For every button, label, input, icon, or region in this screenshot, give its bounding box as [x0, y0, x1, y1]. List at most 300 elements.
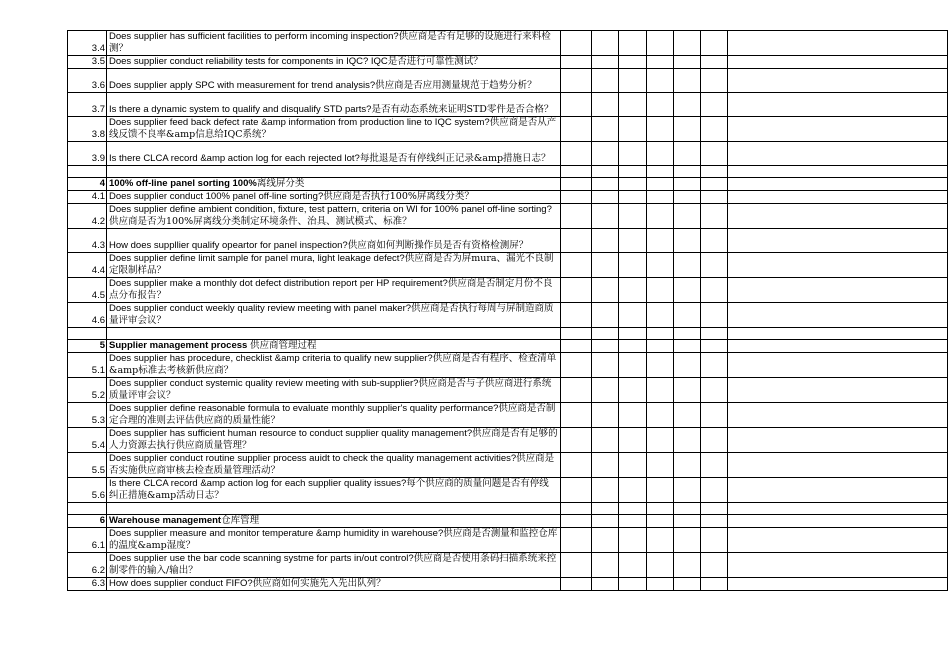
- score-cell[interactable]: [701, 191, 728, 204]
- score-cell[interactable]: [619, 56, 647, 69]
- score-cell[interactable]: [619, 229, 647, 253]
- item-number-cell: 4.3: [68, 229, 107, 253]
- section-header-row: [68, 178, 948, 191]
- score-cell[interactable]: [619, 478, 647, 503]
- score-cell[interactable]: [701, 478, 728, 503]
- score-cell[interactable]: [619, 166, 647, 178]
- question-cell: [107, 178, 561, 191]
- item-number-cell: 6.3: [68, 578, 107, 591]
- score-cell[interactable]: [647, 278, 674, 303]
- table-row: [68, 353, 948, 378]
- score-cell[interactable]: [701, 328, 728, 340]
- score-cell[interactable]: [619, 403, 647, 428]
- score-cell[interactable]: [728, 56, 948, 69]
- score-cell[interactable]: [561, 378, 592, 403]
- score-cell[interactable]: [701, 278, 728, 303]
- table-row: [68, 578, 948, 591]
- score-cell[interactable]: [619, 578, 647, 591]
- score-cell[interactable]: [592, 253, 619, 278]
- score-cell[interactable]: [674, 503, 701, 515]
- score-cell[interactable]: [647, 229, 674, 253]
- table-row: [68, 528, 948, 553]
- score-cell[interactable]: [647, 578, 674, 591]
- table-row: [68, 117, 948, 142]
- score-cell[interactable]: [647, 340, 674, 353]
- question-english: Supplier management process: [109, 340, 250, 351]
- question-cell: [107, 503, 561, 515]
- score-cell[interactable]: [674, 278, 701, 303]
- question-cell: [107, 166, 561, 178]
- item-number-cell: 5.1: [68, 353, 107, 378]
- score-cell[interactable]: [674, 229, 701, 253]
- item-number-cell: [68, 503, 107, 515]
- score-cell[interactable]: [701, 453, 728, 478]
- score-cell[interactable]: [701, 93, 728, 117]
- question-chinese: 供应商是否为屏mura、漏光不良制定限制样品？: [109, 253, 554, 276]
- question-chinese: 供应商是否从产线反馈不良率&amp信息给IQC系统？: [109, 117, 557, 140]
- score-cell[interactable]: [728, 69, 948, 93]
- score-cell[interactable]: [728, 340, 948, 353]
- score-cell[interactable]: [647, 478, 674, 503]
- item-number-cell: [68, 166, 107, 178]
- item-number-cell: 3.7: [68, 93, 107, 117]
- table-row: [68, 553, 948, 578]
- score-cell[interactable]: [647, 253, 674, 278]
- table-row: [68, 278, 948, 303]
- score-cell[interactable]: [701, 31, 728, 56]
- score-cell[interactable]: [701, 378, 728, 403]
- question-english: Does supplier has sufficient facilities to perform incoming inspection?: [109, 31, 399, 42]
- score-cell[interactable]: [592, 578, 619, 591]
- question-chinese: 供应商是否执行100%屏离线分类？: [323, 191, 474, 202]
- question-chinese: 是否进行可靠性测试？: [387, 56, 483, 67]
- score-cell[interactable]: [728, 478, 948, 503]
- question-english: Does supplier conduct routine supplier process auidt to check the quality management activities?: [109, 453, 517, 464]
- question-chinese: 供应商是否有程序、检查清单&amp标准去考核新供应商？: [109, 353, 557, 376]
- score-cell[interactable]: [592, 93, 619, 117]
- score-cell[interactable]: [619, 253, 647, 278]
- question-english: Does supplier measure and monitor temperature &amp humidity in warehouse?: [109, 528, 444, 539]
- score-cell[interactable]: [592, 453, 619, 478]
- score-cell[interactable]: [619, 328, 647, 340]
- score-cell[interactable]: [728, 578, 948, 591]
- table-row: [68, 428, 948, 453]
- section-header-row: [68, 515, 948, 528]
- score-cell[interactable]: [728, 378, 948, 403]
- score-cell[interactable]: [647, 515, 674, 528]
- question-english: 100% off-line panel sorting 100%: [109, 178, 257, 189]
- score-cell[interactable]: [674, 178, 701, 191]
- score-cell[interactable]: [592, 353, 619, 378]
- item-number-cell: 5.4: [68, 428, 107, 453]
- score-cell[interactable]: [728, 428, 948, 453]
- score-cell[interactable]: [728, 528, 948, 553]
- score-cell[interactable]: [592, 328, 619, 340]
- question-chinese: 供应商是否应用测量规范于趋势分析？: [375, 80, 537, 91]
- question-chinese: 供应商是否制定月份不良点分布报告？: [109, 278, 553, 301]
- question-chinese: 供应商如何判断操作员是否有资格检测屏？: [347, 240, 529, 251]
- score-cell[interactable]: [728, 253, 948, 278]
- score-cell[interactable]: [561, 428, 592, 453]
- question-cell: [107, 515, 561, 528]
- score-cell[interactable]: [561, 69, 592, 93]
- question-cell: [107, 528, 561, 553]
- score-cell[interactable]: [592, 204, 619, 229]
- score-cell[interactable]: [647, 191, 674, 204]
- question-english: Is there a dynamic system to qualify and disqualify STD parts?: [109, 104, 372, 115]
- score-cell[interactable]: [674, 191, 701, 204]
- question-chinese: 离线屏分类: [256, 178, 305, 189]
- score-cell[interactable]: [647, 328, 674, 340]
- item-number-cell: 5.2: [68, 378, 107, 403]
- score-cell[interactable]: [728, 204, 948, 229]
- question-chinese: 供应商是否测量和监控仓库的温度&amp湿度？: [109, 528, 558, 551]
- score-cell[interactable]: [619, 553, 647, 578]
- question-cell: [107, 93, 561, 117]
- score-cell[interactable]: [701, 403, 728, 428]
- score-cell[interactable]: [647, 453, 674, 478]
- question-english: Does supplier define reasonable formula to evaluate monthly supplier's quality performance?: [109, 403, 499, 414]
- score-cell[interactable]: [728, 453, 948, 478]
- question-english: Does supplier apply SPC with measurement for trend analysis?: [109, 80, 376, 91]
- score-cell[interactable]: [647, 93, 674, 117]
- score-cell[interactable]: [647, 142, 674, 166]
- item-number-cell: 4.5: [68, 278, 107, 303]
- score-cell[interactable]: [592, 528, 619, 553]
- score-cell[interactable]: [701, 178, 728, 191]
- table-row: [68, 303, 948, 328]
- table-row: [68, 166, 948, 178]
- score-cell[interactable]: [592, 478, 619, 503]
- score-cell[interactable]: [561, 553, 592, 578]
- question-english: Warehouse management: [109, 515, 222, 526]
- score-cell[interactable]: [701, 142, 728, 166]
- score-cell[interactable]: [619, 503, 647, 515]
- score-cell[interactable]: [561, 278, 592, 303]
- question-cell: [107, 428, 561, 453]
- item-number-cell: [68, 328, 107, 340]
- score-cell[interactable]: [728, 353, 948, 378]
- score-cell[interactable]: [619, 378, 647, 403]
- score-cell[interactable]: [674, 515, 701, 528]
- score-cell[interactable]: [701, 204, 728, 229]
- score-cell[interactable]: [619, 278, 647, 303]
- score-cell[interactable]: [592, 340, 619, 353]
- score-cell[interactable]: [592, 69, 619, 93]
- score-cell[interactable]: [592, 142, 619, 166]
- score-cell[interactable]: [701, 303, 728, 328]
- score-cell[interactable]: [592, 428, 619, 453]
- score-cell[interactable]: [592, 178, 619, 191]
- question-chinese: 供应商如何实施先入先出队列？: [252, 578, 386, 589]
- score-cell[interactable]: [701, 56, 728, 69]
- question-cell: [107, 191, 561, 204]
- question-cell: [107, 117, 561, 142]
- score-cell[interactable]: [674, 353, 701, 378]
- score-cell[interactable]: [561, 31, 592, 56]
- score-cell[interactable]: [701, 578, 728, 591]
- score-cell[interactable]: [674, 528, 701, 553]
- score-cell[interactable]: [619, 93, 647, 117]
- question-chinese: 供应商是否与子供应商进行系统质量评审会议？: [109, 378, 552, 401]
- score-cell[interactable]: [728, 553, 948, 578]
- question-english: How does suppllier qualify opeartor for panel inspection?: [109, 240, 348, 251]
- score-cell[interactable]: [561, 503, 592, 515]
- score-cell[interactable]: [674, 303, 701, 328]
- item-number-cell: 5.3: [68, 403, 107, 428]
- score-cell[interactable]: [647, 353, 674, 378]
- question-cell: [107, 378, 561, 403]
- question-cell: [107, 278, 561, 303]
- score-cell[interactable]: [592, 191, 619, 204]
- score-cell[interactable]: [592, 303, 619, 328]
- question-cell: [107, 31, 561, 56]
- score-cell[interactable]: [674, 328, 701, 340]
- score-cell[interactable]: [619, 178, 647, 191]
- table-row: [68, 204, 948, 229]
- score-cell[interactable]: [592, 117, 619, 142]
- score-cell[interactable]: [561, 528, 592, 553]
- score-cell[interactable]: [701, 253, 728, 278]
- score-cell[interactable]: [647, 303, 674, 328]
- score-cell[interactable]: [674, 253, 701, 278]
- score-cell[interactable]: [701, 117, 728, 142]
- score-cell[interactable]: [728, 31, 948, 56]
- score-cell[interactable]: [674, 578, 701, 591]
- score-cell[interactable]: [701, 340, 728, 353]
- question-cell: [107, 204, 561, 229]
- question-chinese: 每批退是否有停线纠正记录&amp措施日志？: [359, 153, 551, 164]
- score-cell[interactable]: [592, 553, 619, 578]
- score-cell[interactable]: [592, 403, 619, 428]
- score-cell[interactable]: [647, 378, 674, 403]
- score-cell[interactable]: [647, 117, 674, 142]
- table-row: [68, 31, 948, 56]
- question-chinese: 供应商是否实施供应商审核去检查质量管理活动？: [109, 453, 555, 476]
- question-english: Does supplier conduct weekly quality review meeting with panel maker?: [109, 303, 412, 314]
- question-chinese: 供应商管理过程: [249, 340, 317, 351]
- table-row: [68, 253, 948, 278]
- item-number-cell: 6.2: [68, 553, 107, 578]
- score-cell[interactable]: [647, 166, 674, 178]
- score-cell[interactable]: [728, 191, 948, 204]
- section-header-row: [68, 340, 948, 353]
- score-cell[interactable]: [728, 278, 948, 303]
- question-cell: [107, 303, 561, 328]
- score-cell[interactable]: [561, 515, 592, 528]
- score-cell[interactable]: [561, 253, 592, 278]
- question-english: Does supplier conduct systemic quality review meeting with sub-supplier?: [109, 378, 419, 389]
- score-cell[interactable]: [561, 178, 592, 191]
- question-chinese: 供应商是否执行每周与屏制造商质量评审会议？: [109, 303, 554, 326]
- score-cell[interactable]: [647, 178, 674, 191]
- score-cell[interactable]: [674, 478, 701, 503]
- score-cell[interactable]: [561, 56, 592, 69]
- question-cell: [107, 229, 561, 253]
- score-cell[interactable]: [561, 229, 592, 253]
- score-cell[interactable]: [728, 178, 948, 191]
- score-cell[interactable]: [619, 117, 647, 142]
- score-cell[interactable]: [592, 166, 619, 178]
- score-cell[interactable]: [701, 503, 728, 515]
- item-number-cell: 4.2: [68, 204, 107, 229]
- table-row: [68, 478, 948, 503]
- item-number-cell: 4.6: [68, 303, 107, 328]
- score-cell[interactable]: [561, 117, 592, 142]
- score-cell[interactable]: [647, 69, 674, 93]
- score-cell[interactable]: [701, 229, 728, 253]
- score-cell[interactable]: [619, 353, 647, 378]
- table-row: [68, 69, 948, 93]
- table-row: [68, 93, 948, 117]
- score-cell[interactable]: [647, 528, 674, 553]
- score-cell[interactable]: [592, 31, 619, 56]
- item-number-cell: 3.4: [68, 31, 107, 56]
- question-english: Does supplier conduct reliability tests for components in IQC? IQC: [109, 56, 388, 67]
- score-cell[interactable]: [592, 229, 619, 253]
- score-cell[interactable]: [647, 56, 674, 69]
- score-cell[interactable]: [728, 142, 948, 166]
- score-cell[interactable]: [619, 303, 647, 328]
- question-cell: [107, 478, 561, 503]
- score-cell[interactable]: [647, 553, 674, 578]
- question-english: Does supplier feed back defect rate &amp information from production line to IQC system?: [109, 117, 490, 128]
- score-cell[interactable]: [647, 204, 674, 229]
- score-cell[interactable]: [674, 553, 701, 578]
- question-chinese: 仓库管理: [221, 515, 260, 526]
- item-number-cell: 4.4: [68, 253, 107, 278]
- score-cell[interactable]: [619, 204, 647, 229]
- score-cell[interactable]: [592, 56, 619, 69]
- score-cell[interactable]: [674, 453, 701, 478]
- question-english: Is there CLCA record &amp action log for each rejected lot?: [109, 153, 360, 164]
- score-cell[interactable]: [728, 166, 948, 178]
- score-cell[interactable]: [674, 378, 701, 403]
- score-cell[interactable]: [728, 328, 948, 340]
- score-cell[interactable]: [674, 428, 701, 453]
- score-cell[interactable]: [701, 553, 728, 578]
- score-cell[interactable]: [561, 166, 592, 178]
- question-english: Does supplier has sufficient human resource to conduct supplier quality management?: [109, 428, 473, 439]
- score-cell[interactable]: [728, 117, 948, 142]
- score-cell[interactable]: [561, 191, 592, 204]
- score-cell[interactable]: [592, 378, 619, 403]
- score-cell[interactable]: [561, 353, 592, 378]
- score-cell[interactable]: [561, 453, 592, 478]
- question-english: How does supplier conduct FIFO?: [109, 578, 253, 589]
- table-row: [68, 191, 948, 204]
- question-english: Does supplier conduct 100% panel off-line sorting?: [109, 191, 324, 202]
- score-cell[interactable]: [674, 56, 701, 69]
- score-cell[interactable]: [619, 31, 647, 56]
- score-cell[interactable]: [647, 31, 674, 56]
- score-cell[interactable]: [619, 528, 647, 553]
- score-cell[interactable]: [728, 503, 948, 515]
- question-cell: [107, 253, 561, 278]
- question-english: Does supplier make a monthly dot defect distribution report per HP requirement?: [109, 278, 448, 289]
- question-cell: [107, 340, 561, 353]
- table-row: [68, 378, 948, 403]
- question-english: Does supplier define limit sample for panel mura, light leakage defect?: [109, 253, 405, 264]
- score-cell[interactable]: [674, 69, 701, 93]
- score-cell[interactable]: [701, 528, 728, 553]
- item-number-cell: 5.6: [68, 478, 107, 503]
- question-cell: [107, 142, 561, 166]
- score-cell[interactable]: [728, 229, 948, 253]
- score-cell[interactable]: [701, 515, 728, 528]
- score-cell[interactable]: [647, 428, 674, 453]
- question-cell: [107, 328, 561, 340]
- question-chinese: 供应商是否有足够的设施进行来料检测？: [109, 31, 551, 54]
- score-cell[interactable]: [619, 453, 647, 478]
- question-cell: [107, 69, 561, 93]
- score-cell[interactable]: [592, 515, 619, 528]
- score-cell[interactable]: [674, 403, 701, 428]
- score-cell[interactable]: [728, 303, 948, 328]
- score-cell[interactable]: [701, 69, 728, 93]
- item-number-cell: 6.1: [68, 528, 107, 553]
- question-english: Does supplier define ambient condition, fixture, test pattern, criteria on WI for 100% panel off-line sorting?: [109, 204, 552, 215]
- score-cell[interactable]: [701, 428, 728, 453]
- score-cell[interactable]: [561, 303, 592, 328]
- question-english: Does supplier has procedure, checklist &amp criteria to qualify new supplier?: [109, 353, 433, 364]
- score-cell[interactable]: [647, 403, 674, 428]
- score-cell[interactable]: [561, 403, 592, 428]
- score-cell[interactable]: [561, 478, 592, 503]
- score-cell[interactable]: [674, 93, 701, 117]
- score-cell[interactable]: [619, 515, 647, 528]
- question-cell: [107, 353, 561, 378]
- score-cell[interactable]: [561, 142, 592, 166]
- item-number-cell: 3.8: [68, 117, 107, 142]
- score-cell[interactable]: [561, 204, 592, 229]
- score-cell[interactable]: [674, 142, 701, 166]
- score-cell[interactable]: [619, 142, 647, 166]
- score-cell[interactable]: [674, 340, 701, 353]
- score-cell[interactable]: [619, 340, 647, 353]
- score-cell[interactable]: [619, 69, 647, 93]
- audit-checklist-table: [67, 30, 948, 591]
- score-cell[interactable]: [561, 93, 592, 117]
- score-cell[interactable]: [561, 340, 592, 353]
- score-cell[interactable]: [701, 353, 728, 378]
- score-cell[interactable]: [647, 503, 674, 515]
- score-cell[interactable]: [728, 515, 948, 528]
- table-row: [68, 503, 948, 515]
- score-cell[interactable]: [674, 117, 701, 142]
- score-cell[interactable]: [619, 428, 647, 453]
- score-cell[interactable]: [674, 31, 701, 56]
- item-number-cell: 3.9: [68, 142, 107, 166]
- item-number-cell: 5: [68, 340, 107, 353]
- question-cell: [107, 56, 561, 69]
- score-cell[interactable]: [619, 191, 647, 204]
- score-cell[interactable]: [728, 93, 948, 117]
- score-cell[interactable]: [592, 278, 619, 303]
- question-chinese: 供应商是否使用条码扫描系统来控制零件的输入/输出？: [109, 553, 557, 576]
- question-english: Does supplier use the bar code scanning systme for parts in/out control?: [109, 553, 414, 564]
- item-number-cell: 5.5: [68, 453, 107, 478]
- score-cell[interactable]: [592, 503, 619, 515]
- score-cell[interactable]: [561, 578, 592, 591]
- question-cell: [107, 403, 561, 428]
- question-cell: [107, 578, 561, 591]
- score-cell[interactable]: [674, 204, 701, 229]
- score-cell[interactable]: [674, 166, 701, 178]
- score-cell[interactable]: [561, 328, 592, 340]
- score-cell[interactable]: [728, 403, 948, 428]
- score-cell[interactable]: [701, 166, 728, 178]
